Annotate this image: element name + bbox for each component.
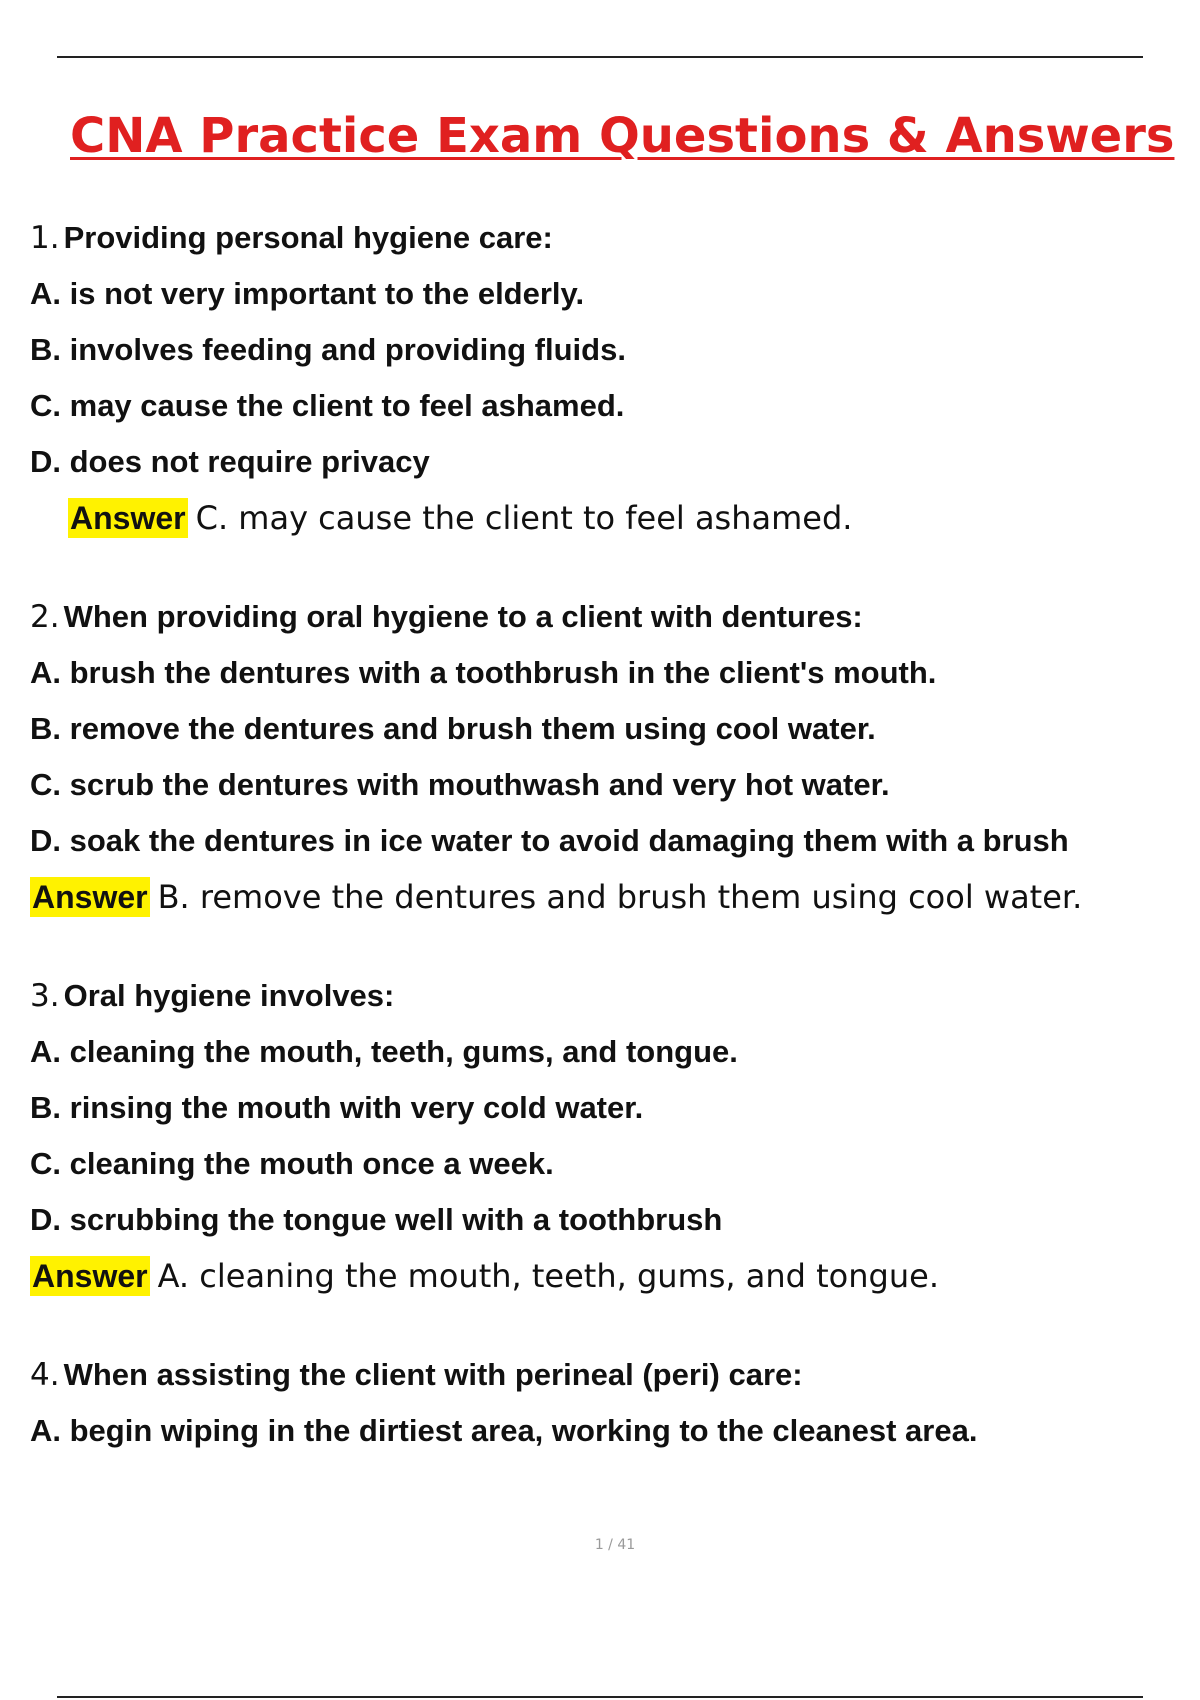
question-1-option-b: B. involves feeding and providing fluids. — [30, 332, 626, 367]
question-3-text: Oral hygiene involves: — [63, 978, 395, 1013]
question-1 — [30, 210, 1170, 546]
question-2-option-a: A. brush the dentures with a toothbrush in the client's mouth. — [30, 655, 937, 690]
question-4-option-a: A. begin wiping in the dirtiest area, working to the cleanest area. — [30, 1413, 978, 1448]
question-3-option-c: C. cleaning the mouth once a week. — [30, 1146, 554, 1181]
bottom-divider — [57, 1696, 1143, 1698]
page-indicator: 1 / 41 — [594, 1537, 636, 1553]
question-4-stem — [30, 1347, 1170, 1403]
question-1-text: Providing personal hygiene care: — [63, 220, 553, 255]
question-3-number: 3. — [30, 978, 60, 1014]
question-1-number: 1. — [30, 220, 60, 256]
question-2-option-b: B. remove the dentures and brush them using cool water. — [30, 711, 876, 746]
question-2-option-c: C. scrub the dentures with mouthwash and very hot water. — [30, 767, 890, 802]
question-2-number: 2. — [30, 599, 60, 635]
question-3-option-b: B. rinsing the mouth with very cold water. — [30, 1090, 644, 1125]
question-4 — [30, 1347, 1170, 1459]
answer-text: C. may cause the client to feel ashamed. — [195, 499, 853, 537]
question-4-text: When assisting the client with perineal (peri) care: — [63, 1357, 803, 1392]
question-4-number: 4. — [30, 1357, 60, 1393]
answer-text: A. cleaning the mouth, teeth, gums, and tongue. — [157, 1257, 939, 1295]
question-3-stem — [30, 968, 1170, 1024]
question-1-stem — [30, 210, 1170, 266]
answer-label: Answer — [32, 879, 148, 915]
question-1-answer — [30, 490, 1170, 546]
question-list — [30, 210, 1170, 1502]
question-2-answer — [30, 869, 1170, 925]
question-3-option-d: D. scrubbing the tongue well with a toothbrush — [30, 1202, 723, 1237]
answer-text: B. remove the dentures and brush them using cool water. — [157, 878, 1083, 916]
question-1-option-c: C. may cause the client to feel ashamed. — [30, 388, 625, 423]
answer-label: Answer — [70, 500, 186, 536]
question-3-answer — [30, 1248, 1170, 1304]
question-1-option-d: D. does not require privacy — [30, 444, 430, 479]
question-3-option-a: A. cleaning the mouth, teeth, gums, and tongue. — [30, 1034, 738, 1069]
top-divider — [57, 56, 1143, 58]
question-2-text: When providing oral hygiene to a client with dentures: — [63, 599, 863, 634]
question-2-stem — [30, 589, 1170, 645]
page-title: CNA Practice Exam Questions & Answers — [70, 108, 1175, 164]
question-1-option-a: A. is not very important to the elderly. — [30, 276, 585, 311]
question-2-option-d: D. soak the dentures in ice water to avoid damaging them with a brush — [30, 823, 1069, 858]
question-2 — [30, 589, 1170, 925]
answer-label: Answer — [32, 1258, 148, 1294]
question-3 — [30, 968, 1170, 1304]
